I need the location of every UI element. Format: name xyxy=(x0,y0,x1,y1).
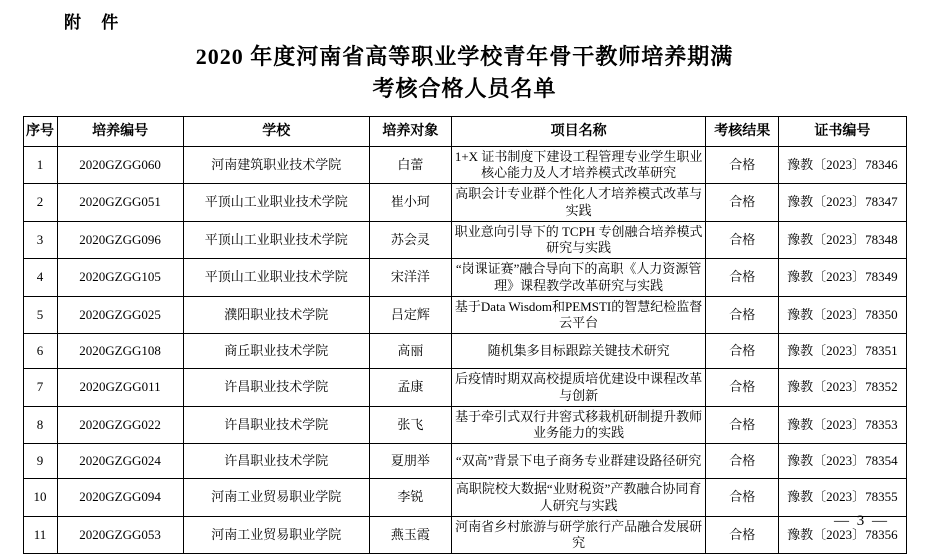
cell-seq: 8 xyxy=(23,406,57,444)
table-row xyxy=(23,406,906,444)
title-line-1: 2020 年度河南省高等职业学校青年骨干教师培养期满 xyxy=(195,44,734,69)
page-number: — 3 — xyxy=(834,513,889,529)
cell-cert: 豫教〔2023〕78347 xyxy=(779,184,906,222)
cell-result: 合格 xyxy=(706,479,779,517)
table-row xyxy=(23,479,906,517)
cell-project: 高职院校大数据“业财税资”产教融合协同育人研究与实践 xyxy=(451,479,705,517)
cell-result: 合格 xyxy=(706,259,779,297)
table-row xyxy=(23,444,906,479)
column-header-result: 考核结果 xyxy=(706,116,779,146)
cell-result: 合格 xyxy=(706,444,779,479)
cell-school: 商丘职业技术学院 xyxy=(183,334,369,369)
cell-code: 2020GZGG051 xyxy=(57,184,183,222)
cell-cert: 豫教〔2023〕78350 xyxy=(779,296,906,334)
cell-school: 河南建筑职业技术学院 xyxy=(183,146,369,184)
column-header-cert: 证书编号 xyxy=(779,116,906,146)
cell-project: 职业意向引导下的 TCPH 专创融合培养模式研究与实践 xyxy=(451,221,705,259)
cell-seq: 11 xyxy=(23,516,57,554)
cell-target: 燕玉霞 xyxy=(369,516,451,554)
cell-target: 高丽 xyxy=(369,334,451,369)
cell-cert: 豫教〔2023〕78348 xyxy=(779,221,906,259)
table-row xyxy=(23,221,906,259)
table-row xyxy=(23,146,906,184)
cell-seq: 1 xyxy=(23,146,57,184)
column-header-target: 培养对象 xyxy=(369,116,451,146)
cell-result: 合格 xyxy=(706,516,779,554)
cell-target: 崔小珂 xyxy=(369,184,451,222)
cell-target: 孟康 xyxy=(369,369,451,407)
column-header-school: 学校 xyxy=(183,116,369,146)
table-row xyxy=(23,184,906,222)
cell-target: 李锐 xyxy=(369,479,451,517)
cell-result: 合格 xyxy=(706,406,779,444)
cell-cert: 豫教〔2023〕78352 xyxy=(779,369,906,407)
table-row xyxy=(23,296,906,334)
cell-school: 平顶山工业职业技术学院 xyxy=(183,259,369,297)
table-row xyxy=(23,369,906,407)
title-line-2: 考核合格人员名单 xyxy=(372,75,557,101)
cell-code: 2020GZGG060 xyxy=(57,146,183,184)
cell-code: 2020GZGG108 xyxy=(57,334,183,369)
table-header-row xyxy=(23,116,906,146)
cell-result: 合格 xyxy=(706,334,779,369)
column-header-code: 培养编号 xyxy=(57,116,183,146)
cell-target: 吕定辉 xyxy=(369,296,451,334)
cell-code: 2020GZGG025 xyxy=(57,296,183,334)
cell-cert: 豫教〔2023〕78354 xyxy=(779,444,906,479)
cell-seq: 6 xyxy=(23,334,57,369)
cell-code: 2020GZGG011 xyxy=(57,369,183,407)
cell-project: “双高”背景下电子商务专业群建设路径研究 xyxy=(451,444,705,479)
attachment-label: 附 件 xyxy=(64,13,127,32)
cell-code: 2020GZGG094 xyxy=(57,479,183,517)
cell-target: 夏朋举 xyxy=(369,444,451,479)
table-row xyxy=(23,334,906,369)
cell-result: 合格 xyxy=(706,369,779,407)
cell-target: 张飞 xyxy=(369,406,451,444)
cell-seq: 3 xyxy=(23,221,57,259)
cell-project: 高职会计专业群个性化人才培养模式改革与实践 xyxy=(451,184,705,222)
cell-project: 河南省乡村旅游与研学旅行产品融合发展研究 xyxy=(451,516,705,554)
cell-code: 2020GZGG053 xyxy=(57,516,183,554)
cell-target: 宋洋洋 xyxy=(369,259,451,297)
cell-code: 2020GZGG105 xyxy=(57,259,183,297)
cell-target: 白蕾 xyxy=(369,146,451,184)
cell-school: 许昌职业技术学院 xyxy=(183,444,369,479)
cell-seq: 4 xyxy=(23,259,57,297)
cell-school: 河南工业贸易职业学院 xyxy=(183,516,369,554)
column-header-project: 项目名称 xyxy=(451,116,705,146)
cell-result: 合格 xyxy=(706,184,779,222)
cell-school: 河南工业贸易职业学院 xyxy=(183,479,369,517)
cell-school: 许昌职业技术学院 xyxy=(183,369,369,407)
cell-project: 基于牵引式双行井窖式移栽机研制提升教师业务能力的实践 xyxy=(451,406,705,444)
cell-project: 1+X 证书制度下建设工程管理专业学生职业核心能力及人才培养模式改革研究 xyxy=(451,146,705,184)
cell-cert: 豫教〔2023〕78349 xyxy=(779,259,906,297)
cell-cert: 豫教〔2023〕78355 xyxy=(779,479,906,517)
cell-school: 许昌职业技术学院 xyxy=(183,406,369,444)
table-row xyxy=(23,259,906,297)
cell-school: 平顶山工业职业技术学院 xyxy=(183,184,369,222)
cell-seq: 5 xyxy=(23,296,57,334)
cell-project: 随机集多目标跟踪关键技术研究 xyxy=(451,334,705,369)
cell-seq: 2 xyxy=(23,184,57,222)
cell-cert: 豫教〔2023〕78346 xyxy=(779,146,906,184)
cell-project: “岗课证赛”融合导向下的高职《人力资源管理》课程教学改革研究与实践 xyxy=(451,259,705,297)
column-header-seq: 序号 xyxy=(23,116,57,146)
cell-code: 2020GZGG024 xyxy=(57,444,183,479)
cell-cert: 豫教〔2023〕78353 xyxy=(779,406,906,444)
cell-project: 基于Data Wisdom和PEMSTI的智慧纪检监督云平台 xyxy=(451,296,705,334)
cell-cert: 豫教〔2023〕78356 xyxy=(779,516,906,554)
table-row xyxy=(23,516,906,554)
cell-code: 2020GZGG096 xyxy=(57,221,183,259)
cell-result: 合格 xyxy=(706,296,779,334)
cell-result: 合格 xyxy=(706,146,779,184)
qualified-personnel-table xyxy=(23,116,907,554)
cell-project: 后疫情时期双高校提质培优建设中课程改革与创新 xyxy=(451,369,705,407)
cell-school: 平顶山工业职业技术学院 xyxy=(183,221,369,259)
cell-seq: 9 xyxy=(23,444,57,479)
page-title xyxy=(22,41,907,105)
cell-cert: 豫教〔2023〕78351 xyxy=(779,334,906,369)
cell-result: 合格 xyxy=(706,221,779,259)
cell-code: 2020GZGG022 xyxy=(57,406,183,444)
cell-seq: 10 xyxy=(23,479,57,517)
cell-school: 濮阳职业技术学院 xyxy=(183,296,369,334)
cell-target: 苏会灵 xyxy=(369,221,451,259)
cell-seq: 7 xyxy=(23,369,57,407)
